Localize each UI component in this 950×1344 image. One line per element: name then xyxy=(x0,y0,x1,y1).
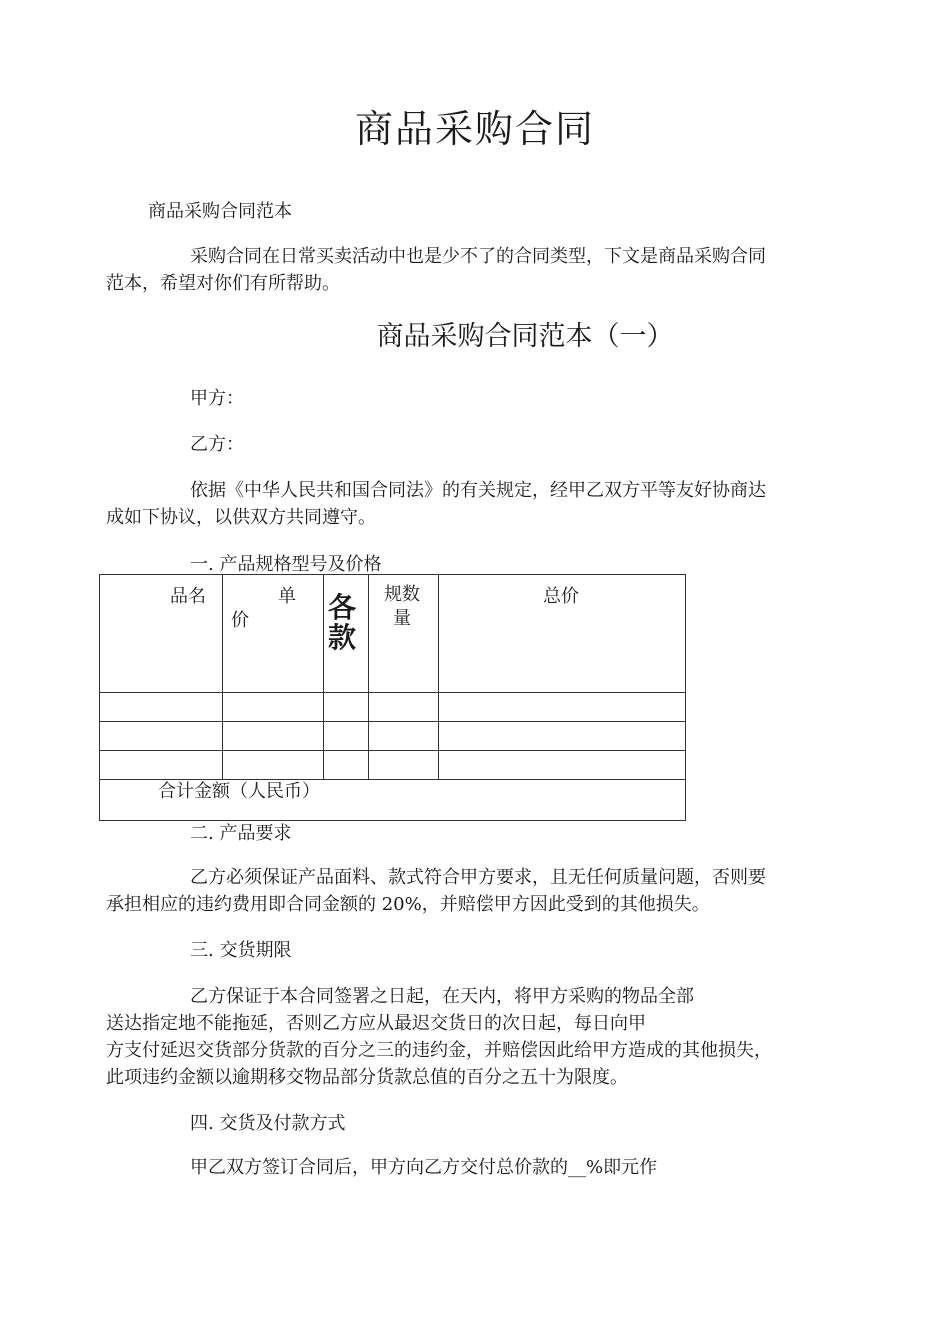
table-row xyxy=(100,693,686,722)
header-quantity-label-2: 量 xyxy=(393,608,411,629)
header-quantity xyxy=(369,575,439,693)
header-brand xyxy=(324,575,369,693)
table-cell xyxy=(439,722,686,751)
table-cell xyxy=(324,751,369,780)
requirement-line-2: 承担相应的违约费用即合同金额的 20%，并赔偿甲方因此受到的其他损失。 xyxy=(106,894,710,915)
delivery-line-4: 此项违约金额以逾期移交物品部分货款总值的百分之五十为限度。 xyxy=(106,1067,628,1088)
table-cell xyxy=(369,693,439,722)
table-header-row xyxy=(100,575,686,693)
table-row xyxy=(100,722,686,751)
header-unit-price xyxy=(223,575,324,693)
section-2-heading: 二. 产品要求 xyxy=(190,823,292,844)
intro-line-2: 范本，希望对你们有所帮助。 xyxy=(106,273,340,294)
header-brand-label: 各款 xyxy=(328,591,357,654)
delivery-line-3: 方支付延迟交货部分货款的百分之三的违约金，并赔偿因此给甲方造成的其他损失， xyxy=(106,1040,772,1061)
preamble-line-2: 成如下协议，以供双方共同遵守。 xyxy=(106,507,376,528)
delivery-line-1: 乙方保证于本合同签署之日起，在天内，将甲方采购的物品全部 xyxy=(190,986,694,1007)
table-cell xyxy=(324,722,369,751)
section-3-heading: 三. 交货期限 xyxy=(190,940,292,961)
table-cell xyxy=(100,751,223,780)
table-cell xyxy=(100,722,223,751)
section-1-heading: 一. 产品规格型号及价格 xyxy=(190,554,382,575)
header-product-name xyxy=(100,575,223,693)
table-total-row xyxy=(100,780,686,821)
header-quantity-label-1: 规数 xyxy=(384,584,420,605)
header-total-price-label: 总价 xyxy=(543,586,579,607)
document-label: 商品采购合同范本 xyxy=(148,201,292,222)
party-a-label: 甲方： xyxy=(190,388,244,409)
table-cell xyxy=(439,693,686,722)
party-b-label: 乙方： xyxy=(190,434,244,455)
document-title: 商品采购合同 xyxy=(354,107,595,151)
table-cell xyxy=(223,751,324,780)
header-unit-price-label-2: 价 xyxy=(231,610,249,631)
intro-line-1: 采购合同在日常买卖活动中也是少不了的合同类型，下文是商品采购合同 xyxy=(190,246,766,267)
total-amount-label: 合计金额（人民币） xyxy=(158,781,320,802)
table-cell xyxy=(369,722,439,751)
table-cell xyxy=(223,722,324,751)
total-amount-cell xyxy=(100,780,686,821)
section-heading: 商品采购合同范本（一） xyxy=(376,321,674,352)
requirement-line-1: 乙方必须保证产品面料、款式符合甲方要求，且无任何质量问题，否则要 xyxy=(190,867,766,888)
product-price-table xyxy=(99,574,686,821)
table-cell xyxy=(223,693,324,722)
header-total-price xyxy=(439,575,686,693)
header-unit-price-label-1: 单 xyxy=(278,586,296,607)
table-cell xyxy=(100,693,223,722)
section-4-heading: 四. 交货及付款方式 xyxy=(190,1113,346,1134)
delivery-line-2: 送达指定地不能拖延，否则乙方应从最迟交货日的次日起，每日向甲 xyxy=(106,1013,646,1034)
table-cell xyxy=(369,751,439,780)
table-cell xyxy=(439,751,686,780)
payment-line-1: 甲乙双方签订合同后，甲方向乙方交付总价款的__%即元作 xyxy=(190,1157,658,1178)
preamble-line-1: 依据《中华人民共和国合同法》的有关规定，经甲乙双方平等友好协商达 xyxy=(190,480,766,501)
table-cell xyxy=(324,693,369,722)
header-product-name-label: 品名 xyxy=(170,586,206,607)
table-row xyxy=(100,751,686,780)
